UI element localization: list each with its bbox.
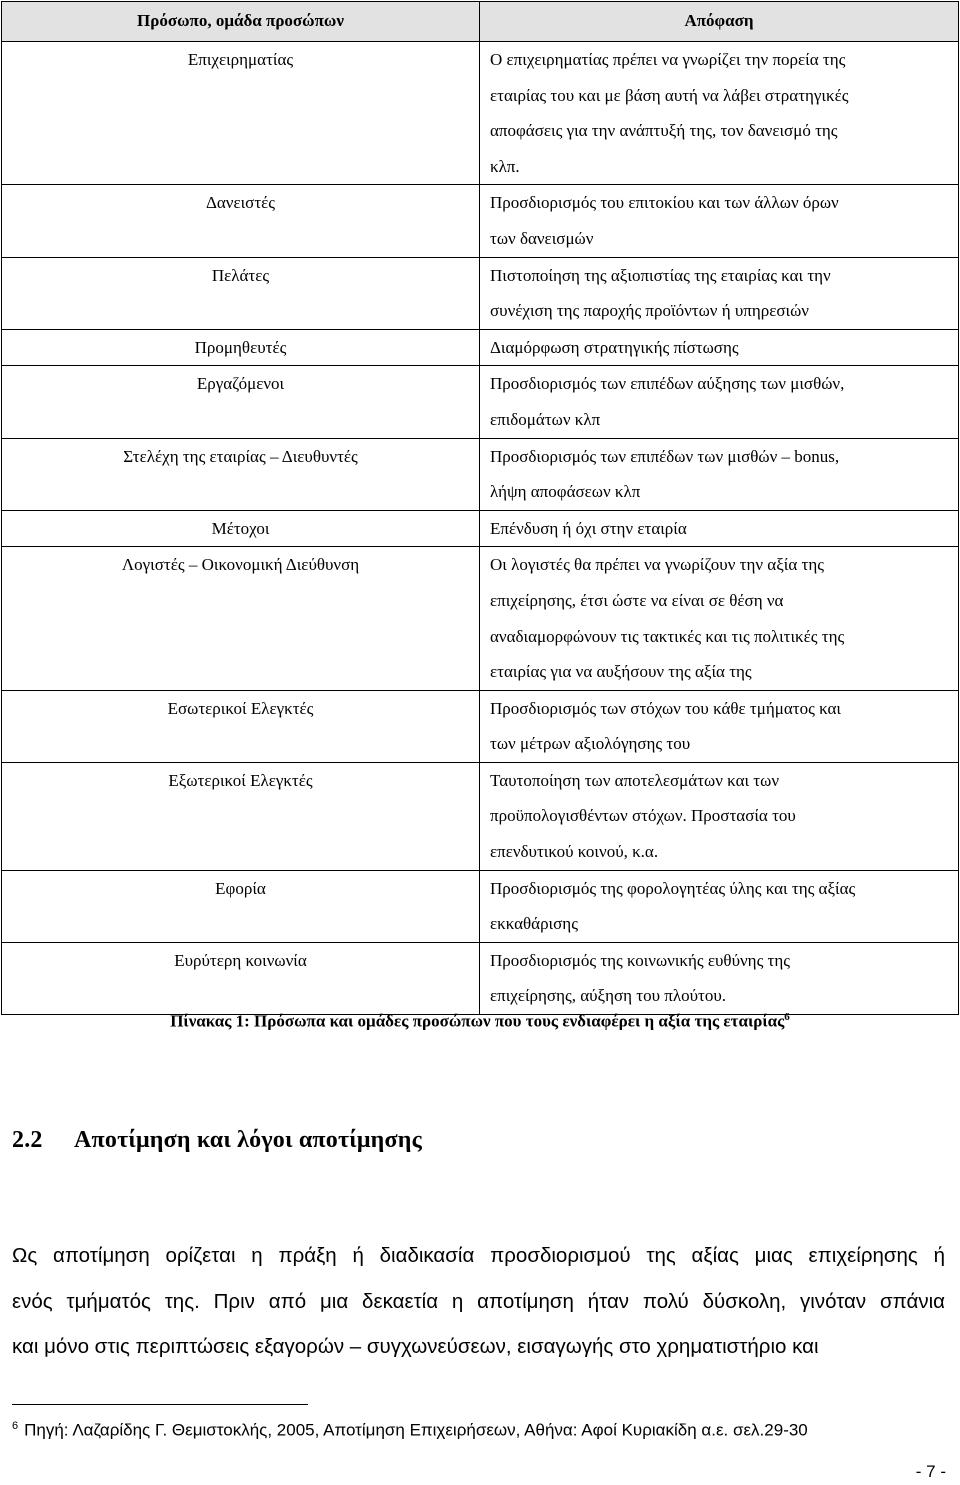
table-row bbox=[2, 942, 959, 1014]
section-number: 2.2 bbox=[12, 1127, 43, 1153]
decision-line: Ταυτοποίηση των αποτελεσμάτων και των bbox=[490, 770, 780, 790]
decision-line: εκκαθάρισης bbox=[490, 914, 578, 934]
footnote-number: 6 bbox=[12, 1420, 19, 1432]
table-row bbox=[2, 257, 959, 329]
decision-line: Προσδιορισμός της κοινωνικής ευθύνης της bbox=[490, 950, 790, 970]
decision-cell bbox=[480, 366, 959, 438]
decision-line: εταιρίας για να αυξήσουν της αξία της bbox=[490, 662, 752, 682]
stakeholder-cell: Εξωτερικοί Ελεγκτές bbox=[2, 762, 480, 870]
section-heading bbox=[12, 1127, 422, 1154]
stakeholder-cell: Επιχειρηματίας bbox=[2, 42, 480, 185]
decision-cell bbox=[480, 942, 959, 1014]
decision-line: αναδιαμορφώνουν τις τακτικές και τις πολιτικές της bbox=[490, 626, 845, 646]
stakeholder-cell: Μέτοχοι bbox=[2, 510, 480, 547]
decision-cell bbox=[480, 510, 959, 547]
decision-line: Πιστοποίηση της αξιοπιστίας της εταιρίας και την bbox=[490, 265, 831, 285]
stakeholder-cell: Ευρύτερη κοινωνία bbox=[2, 942, 480, 1014]
table-row bbox=[2, 510, 959, 547]
stakeholder-cell: Δανειστές bbox=[2, 185, 480, 257]
decision-cell bbox=[480, 257, 959, 329]
decision-line: επιχείρησης, αύξηση του πλούτου. bbox=[490, 986, 727, 1006]
table-row bbox=[2, 438, 959, 510]
stakeholder-cell: Εφορία bbox=[2, 870, 480, 942]
decision-line: Προσδιορισμός της φορολογητέας ύλης και της αξίας bbox=[490, 878, 856, 898]
header-who: Πρόσωπο, ομάδα προσώπων bbox=[2, 2, 480, 42]
table-caption bbox=[0, 1011, 960, 1032]
decision-line: Προσδιορισμός των στόχων του κάθε τμήματος και bbox=[490, 698, 841, 718]
decision-cell bbox=[480, 762, 959, 870]
footnote-text: Πηγή: Λαζαρίδης Γ. Θεμιστοκλής, 2005, Αποτίμηση Επιχειρήσεων, Αθήνα: Αφοί Κυριακίδη α.ε. σελ.29-30 bbox=[24, 1420, 808, 1440]
table-row bbox=[2, 329, 959, 366]
table-row bbox=[2, 185, 959, 257]
stakeholder-table bbox=[1, 1, 959, 1015]
decision-line: κλπ. bbox=[490, 156, 520, 176]
decision-line: εταιρίας του και με βάση αυτή να λάβει στρατηγικές bbox=[490, 85, 849, 105]
decision-cell bbox=[480, 185, 959, 257]
decision-line: επιχείρησης, έτσι ώστε να είναι σε θέση να bbox=[490, 590, 784, 610]
paragraph-line: ενός τμήματός της. Πριν από μια δεκαετία η αποτίμηση ήταν πολύ δύσκολη, γινόταν σπάνια bbox=[12, 1289, 945, 1313]
decision-cell bbox=[480, 690, 959, 762]
page-number: - 7 - bbox=[915, 1462, 946, 1481]
table-row bbox=[2, 366, 959, 438]
caption-text: Πίνακας 1: Πρόσωπα και ομάδες προσώπων που τους ενδιαφέρει η αξία της εταιρίας bbox=[170, 1011, 785, 1031]
decision-line: λήψη αποφάσεων κλπ bbox=[490, 482, 641, 502]
stakeholder-cell: Πελάτες bbox=[2, 257, 480, 329]
stakeholder-cell: Στελέχη της εταιρίας – Διευθυντές bbox=[2, 438, 480, 510]
decision-cell bbox=[480, 42, 959, 185]
stakeholder-cell: Λογιστές – Οικονομική Διεύθυνση bbox=[2, 547, 480, 690]
decision-cell bbox=[480, 870, 959, 942]
decision-line: Οι λογιστές θα πρέπει να γνωρίζουν την αξία της bbox=[490, 555, 824, 575]
decision-line: Ο επιχειρηματίας πρέπει να γνωρίζει την πορεία της bbox=[490, 50, 846, 69]
decision-line: Προσδιορισμός των επιπέδων των μισθών – bonus, bbox=[490, 446, 840, 466]
paragraph-line: Ως αποτίμηση ορίζεται η πράξη ή διαδικασία προσδιορισμού της αξίας μιας επιχείρησης ή bbox=[12, 1244, 945, 1267]
table-body bbox=[2, 42, 959, 1015]
stakeholder-cell: Προμηθευτές bbox=[2, 329, 480, 366]
caption-footnote-ref: 6 bbox=[784, 1011, 790, 1023]
decision-line: συνέχιση της παροχής προϊόντων ή υπηρεσιών bbox=[490, 301, 809, 321]
footnote-separator bbox=[12, 1404, 308, 1405]
body-paragraph bbox=[12, 1233, 945, 1370]
decision-cell bbox=[480, 547, 959, 690]
decision-cell bbox=[480, 329, 959, 366]
decision-line: αποφάσεις για την ανάπτυξή της, τον δανεισμό της bbox=[490, 121, 838, 141]
table-header-row bbox=[2, 2, 959, 42]
table-row bbox=[2, 762, 959, 870]
table-row bbox=[2, 42, 959, 185]
decision-line: Διαμόρφωση στρατηγικής πίστωσης bbox=[490, 337, 739, 357]
decision-line: των δανεισμών bbox=[490, 228, 594, 248]
footnote bbox=[12, 1420, 808, 1441]
decision-line: Επένδυση ή όχι στην εταιρία bbox=[490, 518, 687, 538]
decision-line: επενδυτικού κοινού, κ.α. bbox=[490, 842, 659, 862]
decision-line: των μέτρων αξιολόγησης του bbox=[490, 734, 691, 754]
decision-line: επιδομάτων κλπ bbox=[490, 409, 601, 429]
table-row bbox=[2, 870, 959, 942]
table-row bbox=[2, 690, 959, 762]
decision-cell bbox=[480, 438, 959, 510]
decision-line: Προσδιορισμός του επιτοκίου και των άλλων όρων bbox=[490, 193, 839, 213]
header-decision: Απόφαση bbox=[480, 2, 959, 42]
section-title: Αποτίμηση και λόγοι αποτίμησης bbox=[74, 1127, 422, 1153]
stakeholder-cell: Εσωτερικοί Ελεγκτές bbox=[2, 690, 480, 762]
paragraph-line: και μόνο στις περιπτώσεις εξαγορών – συγχωνεύσεων, εισαγωγής στο χρηματιστήριο και bbox=[12, 1335, 819, 1358]
decision-line: Προσδιορισμός των επιπέδων αύξησης των μισθών, bbox=[490, 374, 845, 394]
decision-line: προϋπολογισθέντων στόχων. Προστασία του bbox=[490, 806, 796, 826]
table-row bbox=[2, 547, 959, 690]
stakeholder-cell: Εργαζόμενοι bbox=[2, 366, 480, 438]
